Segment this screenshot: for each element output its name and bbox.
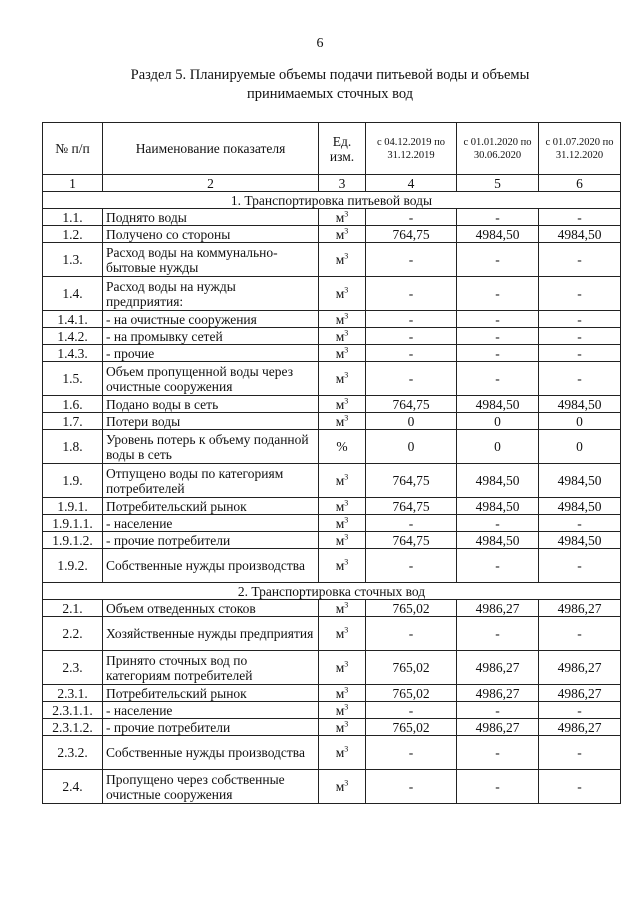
unit-symbol: м	[335, 660, 345, 675]
value-period-3: -	[539, 311, 621, 328]
table-row	[43, 600, 621, 617]
unit-symbol: м	[335, 626, 345, 641]
unit-symbol: м	[335, 413, 345, 429]
unit-cell	[319, 328, 366, 345]
value-period-1: -	[366, 345, 457, 362]
header-unit: Ед. изм.	[319, 123, 366, 175]
value-period-3: -	[539, 328, 621, 345]
unit-symbol: м	[335, 226, 345, 242]
unit-exponent: 3	[344, 345, 349, 354]
row-number: 2.3.1.1.	[43, 702, 103, 719]
unit-cell	[319, 498, 366, 515]
indicator-name: Подано воды в сеть	[103, 396, 319, 413]
value-period-2: 4984,50	[457, 532, 539, 549]
unit-exponent: 3	[344, 600, 349, 609]
unit-cell	[319, 549, 366, 583]
value-period-3: 4984,50	[539, 226, 621, 243]
value-period-1: -	[366, 277, 457, 311]
unit-symbol: м	[335, 286, 345, 301]
table-row	[43, 702, 621, 719]
row-number: 1.4.3.	[43, 345, 103, 362]
table-row	[43, 277, 621, 311]
unit-exponent: 3	[344, 498, 349, 507]
indicator-name: - прочие потребители	[103, 719, 319, 736]
value-period-1: -	[366, 515, 457, 532]
row-number: 1.7.	[43, 413, 103, 430]
value-period-1: -	[366, 617, 457, 651]
row-number: 1.2.	[43, 226, 103, 243]
unit-symbol: м	[335, 345, 345, 361]
unit-symbol: м	[335, 558, 345, 573]
value-period-2: 0	[457, 430, 539, 464]
row-number: 1.3.	[43, 243, 103, 277]
unit-symbol: м	[335, 600, 345, 616]
indicator-name: Отпущено воды по категориям потребителей	[103, 464, 319, 498]
table-row	[43, 651, 621, 685]
unit-exponent: 3	[344, 778, 349, 788]
unit-cell	[319, 345, 366, 362]
unit-exponent: 3	[344, 311, 349, 320]
column-number: 3	[319, 175, 366, 192]
row-number: 1.6.	[43, 396, 103, 413]
value-period-3: -	[539, 243, 621, 277]
unit-symbol: м	[335, 745, 345, 760]
value-period-1: 765,02	[366, 685, 457, 702]
unit-exponent: 3	[344, 413, 349, 422]
unit-cell	[319, 600, 366, 617]
value-period-1: 764,75	[366, 396, 457, 413]
value-period-2: 4986,27	[457, 651, 539, 685]
column-number-row	[43, 175, 621, 192]
unit-exponent: 3	[344, 515, 349, 524]
unit-cell	[319, 396, 366, 413]
unit-exponent: 3	[344, 251, 349, 261]
value-period-2: 0	[457, 413, 539, 430]
value-period-3: -	[539, 702, 621, 719]
indicator-name: Расход воды на нужды предприятия:	[103, 277, 319, 311]
indicator-name: Уровень потерь к объему поданной воды в сеть	[103, 430, 319, 464]
table-row	[43, 209, 621, 226]
value-period-1: 764,75	[366, 464, 457, 498]
value-period-1: 765,02	[366, 600, 457, 617]
value-period-2: -	[457, 243, 539, 277]
row-number: 1.4.	[43, 277, 103, 311]
row-number: 1.4.2.	[43, 328, 103, 345]
value-period-3: 4986,27	[539, 685, 621, 702]
value-period-1: 765,02	[366, 719, 457, 736]
section-header-row	[43, 583, 621, 600]
value-period-2: -	[457, 345, 539, 362]
value-period-1: 765,02	[366, 651, 457, 685]
value-period-3: 4984,50	[539, 396, 621, 413]
unit-symbol: м	[335, 328, 345, 344]
unit-symbol: м	[335, 473, 345, 488]
unit-cell	[319, 362, 366, 396]
section-title: 2. Транспортировка сточных вод	[43, 583, 621, 600]
table-row	[43, 685, 621, 702]
page-number: 6	[316, 36, 324, 51]
indicator-name: Хозяйственные нужды предприятия	[103, 617, 319, 651]
value-period-2: -	[457, 362, 539, 396]
value-period-2: -	[457, 328, 539, 345]
column-number: 1	[43, 175, 103, 192]
value-period-2: -	[457, 311, 539, 328]
header-period-1: с 04.12.2019 по 31.12.2019	[366, 123, 457, 175]
volumes-table	[42, 122, 621, 804]
value-period-2: 4986,27	[457, 600, 539, 617]
value-period-1: -	[366, 243, 457, 277]
row-number: 2.2.	[43, 617, 103, 651]
unit-exponent: 3	[344, 719, 349, 728]
unit-symbol: м	[335, 371, 345, 386]
unit-symbol: м	[335, 779, 345, 794]
value-period-2: -	[457, 770, 539, 804]
indicator-name: Собственные нужды производства	[103, 736, 319, 770]
value-period-1: 764,75	[366, 498, 457, 515]
section-title	[60, 66, 600, 104]
value-period-1: -	[366, 770, 457, 804]
indicator-name: Потребительский рынок	[103, 498, 319, 515]
unit-cell	[319, 719, 366, 736]
unit-cell	[319, 226, 366, 243]
row-number: 1.9.1.	[43, 498, 103, 515]
indicator-name: - прочие потребители	[103, 532, 319, 549]
header-name: Наименование показателя	[103, 123, 319, 175]
table-row	[43, 549, 621, 583]
unit-cell	[319, 702, 366, 719]
unit-cell	[319, 770, 366, 804]
unit-exponent: 3	[344, 472, 349, 482]
unit-symbol: %	[336, 439, 348, 454]
indicator-name: Расход воды на коммунально-бытовые нужды	[103, 243, 319, 277]
unit-exponent: 3	[344, 396, 349, 405]
row-number: 2.1.	[43, 600, 103, 617]
row-number: 1.8.	[43, 430, 103, 464]
row-number: 1.9.	[43, 464, 103, 498]
unit-symbol: м	[335, 252, 345, 267]
indicator-name: - на очистные сооружения	[103, 311, 319, 328]
value-period-3: -	[539, 515, 621, 532]
value-period-1: -	[366, 311, 457, 328]
value-period-2: -	[457, 736, 539, 770]
column-number: 6	[539, 175, 621, 192]
unit-symbol: м	[335, 396, 345, 412]
unit-symbol: м	[335, 702, 345, 718]
unit-symbol: м	[335, 532, 345, 548]
unit-cell	[319, 311, 366, 328]
row-number: 2.4.	[43, 770, 103, 804]
unit-symbol: м	[335, 685, 345, 701]
value-period-1: -	[366, 702, 457, 719]
section-title-line-2: принимаемых сточных вод	[246, 86, 414, 102]
unit-cell	[319, 430, 366, 464]
value-period-3: -	[539, 362, 621, 396]
row-number: 1.4.1.	[43, 311, 103, 328]
value-period-2: -	[457, 515, 539, 532]
value-period-1: -	[366, 736, 457, 770]
row-number: 1.1.	[43, 209, 103, 226]
value-period-3: 0	[539, 430, 621, 464]
value-period-3: -	[539, 617, 621, 651]
value-period-3: 0	[539, 413, 621, 430]
unit-cell	[319, 651, 366, 685]
value-period-3: 4986,27	[539, 600, 621, 617]
table-row	[43, 396, 621, 413]
table-row	[43, 515, 621, 532]
table-row	[43, 345, 621, 362]
indicator-name: - на промывку сетей	[103, 328, 319, 345]
value-period-2: 4984,50	[457, 464, 539, 498]
unit-exponent: 3	[344, 328, 349, 337]
column-number: 5	[457, 175, 539, 192]
value-period-2: 4984,50	[457, 396, 539, 413]
row-number: 2.3.	[43, 651, 103, 685]
unit-cell	[319, 413, 366, 430]
unit-cell	[319, 243, 366, 277]
indicator-name: - население	[103, 702, 319, 719]
unit-cell	[319, 617, 366, 651]
value-period-2: 4984,50	[457, 226, 539, 243]
indicator-name: Потребительский рынок	[103, 685, 319, 702]
value-period-3: 4986,27	[539, 651, 621, 685]
unit-exponent: 3	[344, 532, 349, 541]
table-row	[43, 770, 621, 804]
header-period-3: с 01.07.2020 по 31.12.2020	[539, 123, 621, 175]
header-no: № п/п	[43, 123, 103, 175]
unit-exponent: 3	[344, 557, 349, 567]
row-number: 2.3.2.	[43, 736, 103, 770]
value-period-1: 0	[366, 413, 457, 430]
value-period-2: -	[457, 549, 539, 583]
value-period-2: 4986,27	[457, 685, 539, 702]
indicator-name: Получено со стороны	[103, 226, 319, 243]
unit-exponent: 3	[344, 702, 349, 711]
value-period-2: -	[457, 209, 539, 226]
unit-exponent: 3	[344, 744, 349, 754]
unit-exponent: 3	[344, 285, 349, 295]
table-row	[43, 617, 621, 651]
unit-exponent: 3	[344, 659, 349, 669]
unit-symbol: м	[335, 719, 345, 735]
value-period-3: -	[539, 770, 621, 804]
value-period-1: 764,75	[366, 532, 457, 549]
unit-symbol: м	[335, 311, 345, 327]
value-period-1: 764,75	[366, 226, 457, 243]
table-row	[43, 328, 621, 345]
table-row	[43, 532, 621, 549]
value-period-1: -	[366, 328, 457, 345]
value-period-1: 0	[366, 430, 457, 464]
value-period-2: 4986,27	[457, 719, 539, 736]
value-period-3: 4984,50	[539, 532, 621, 549]
table-header-row	[43, 123, 621, 175]
table-row	[43, 413, 621, 430]
table-row	[43, 243, 621, 277]
table-row	[43, 719, 621, 736]
table-row	[43, 464, 621, 498]
table-row	[43, 430, 621, 464]
value-period-3: 4984,50	[539, 464, 621, 498]
table-row	[43, 736, 621, 770]
value-period-3: 4986,27	[539, 719, 621, 736]
value-period-3: -	[539, 736, 621, 770]
indicator-name: - прочие	[103, 345, 319, 362]
value-period-2: 4984,50	[457, 498, 539, 515]
value-period-2: -	[457, 277, 539, 311]
indicator-name: Объем отведенных стоков	[103, 600, 319, 617]
row-number: 1.9.1.2.	[43, 532, 103, 549]
value-period-3: -	[539, 277, 621, 311]
table-row	[43, 362, 621, 396]
value-period-2: -	[457, 617, 539, 651]
section-header-row	[43, 192, 621, 209]
unit-cell	[319, 736, 366, 770]
unit-cell	[319, 464, 366, 498]
row-number: 1.9.1.1.	[43, 515, 103, 532]
unit-exponent: 3	[344, 370, 349, 380]
table-row	[43, 311, 621, 328]
row-number: 2.3.1.	[43, 685, 103, 702]
table-row	[43, 226, 621, 243]
unit-cell	[319, 209, 366, 226]
column-number: 2	[103, 175, 319, 192]
indicator-name: Объем пропущенной воды через очистные сооружения	[103, 362, 319, 396]
value-period-1: -	[366, 362, 457, 396]
indicator-name: Поднято воды	[103, 209, 319, 226]
value-period-1: -	[366, 549, 457, 583]
indicator-name: Собственные нужды производства	[103, 549, 319, 583]
unit-exponent: 3	[344, 685, 349, 694]
value-period-3: -	[539, 549, 621, 583]
row-number: 1.9.2.	[43, 549, 103, 583]
unit-exponent: 3	[344, 625, 349, 635]
unit-symbol: м	[335, 498, 345, 514]
row-number: 2.3.1.2.	[43, 719, 103, 736]
unit-symbol: м	[335, 209, 345, 225]
unit-symbol: м	[335, 515, 345, 531]
value-period-3: 4984,50	[539, 498, 621, 515]
indicator-name: Потери воды	[103, 413, 319, 430]
indicator-name: - население	[103, 515, 319, 532]
unit-cell	[319, 532, 366, 549]
table-row	[43, 498, 621, 515]
unit-exponent: 3	[344, 226, 349, 235]
indicator-name: Принято сточных вод по категориям потребителей	[103, 651, 319, 685]
value-period-3: -	[539, 209, 621, 226]
value-period-3: -	[539, 345, 621, 362]
header-period-2: с 01.01.2020 по 30.06.2020	[457, 123, 539, 175]
value-period-1: -	[366, 209, 457, 226]
unit-cell	[319, 685, 366, 702]
section-title: 1. Транспортировка питьевой воды	[43, 192, 621, 209]
section-title-line-1: Раздел 5. Планируемые объемы подачи питьевой воды и объемы	[130, 67, 530, 83]
unit-cell	[319, 277, 366, 311]
indicator-name: Пропущено через собственные очистные сооружения	[103, 770, 319, 804]
unit-exponent: 3	[344, 209, 349, 218]
unit-cell	[319, 515, 366, 532]
row-number: 1.5.	[43, 362, 103, 396]
column-number: 4	[366, 175, 457, 192]
value-period-2: -	[457, 702, 539, 719]
